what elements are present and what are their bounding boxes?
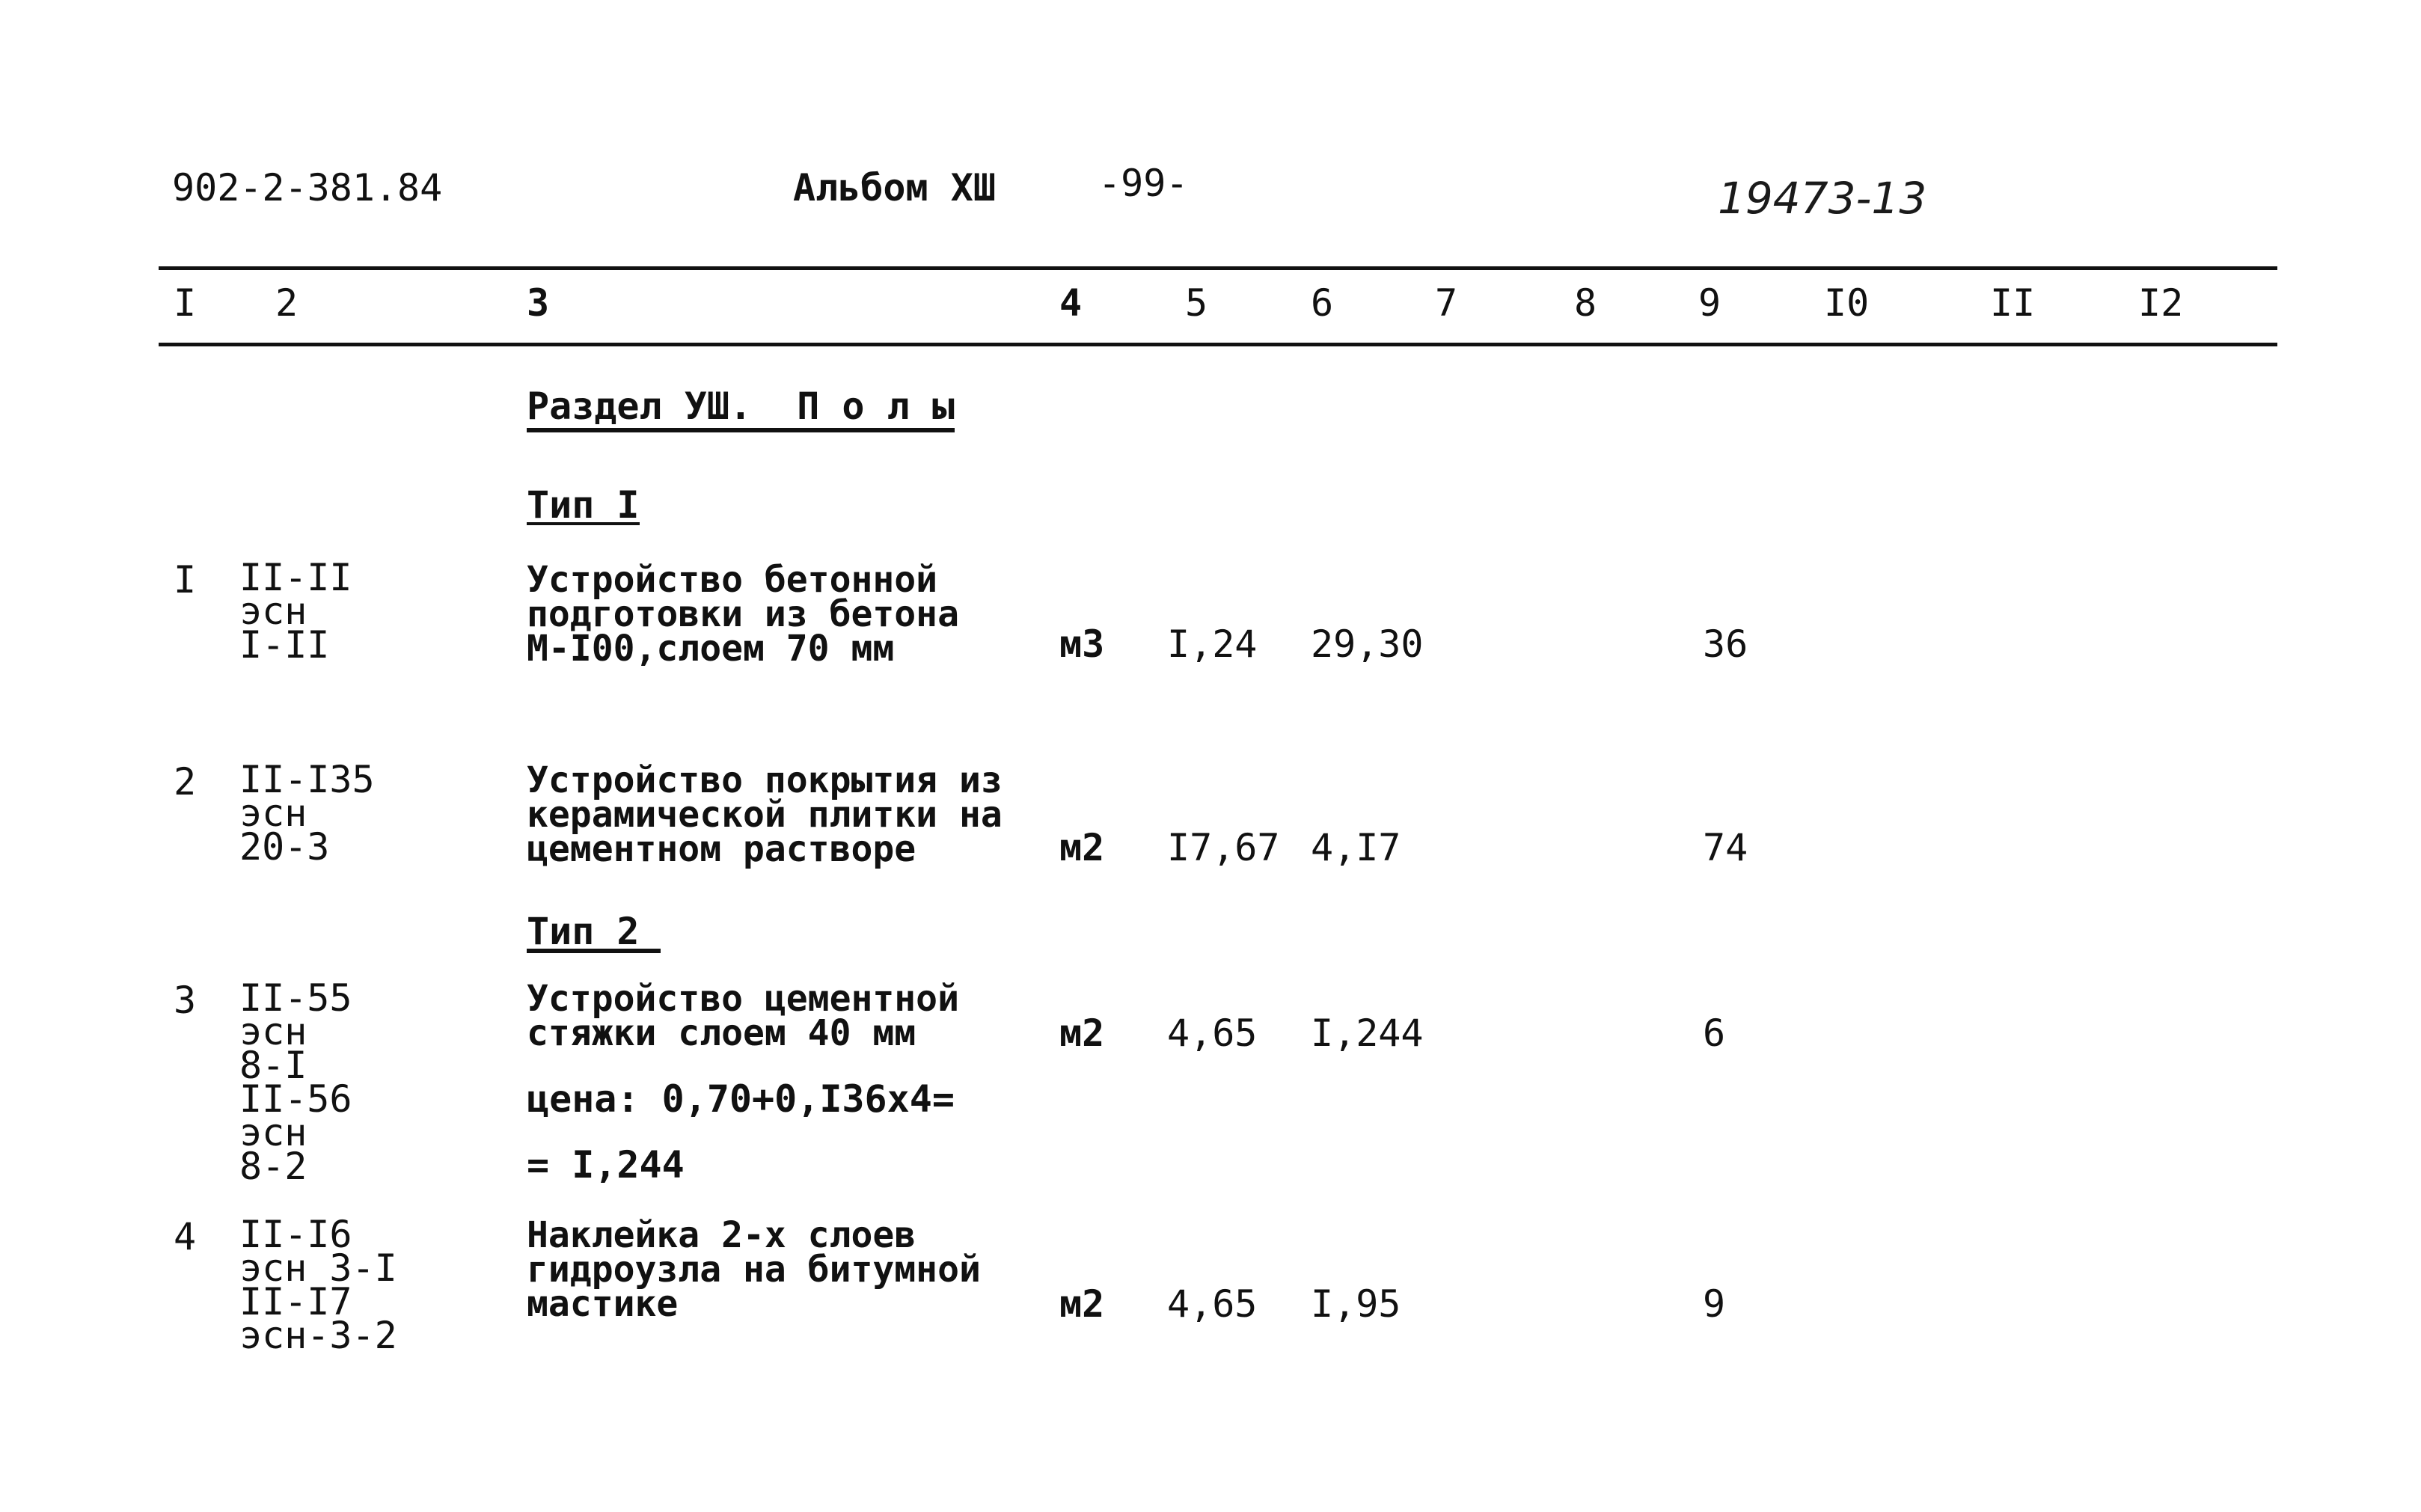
- total-cost: 9: [1703, 1282, 1726, 1326]
- norm-code: эсн: [239, 792, 307, 835]
- description-line: М-I00,слоем 70 мм: [527, 628, 895, 670]
- column-number: I0: [1824, 281, 1870, 325]
- norm-code: эсн: [239, 1111, 307, 1154]
- description-line: стяжки слоем 40 мм: [527, 1012, 916, 1054]
- norm-code: II-I6: [239, 1213, 352, 1256]
- norm-code: эсн 3-I: [239, 1246, 397, 1290]
- column-number: 6: [1311, 281, 1334, 325]
- unit: м2: [1059, 1011, 1105, 1055]
- description-line: мастике: [527, 1283, 679, 1325]
- row-number: 3: [174, 979, 197, 1022]
- norm-codes: [239, 758, 375, 869]
- norm-codes: [239, 1213, 397, 1357]
- norm-code: 8-2: [239, 1145, 307, 1188]
- description-line: керамической плитки на: [527, 794, 1003, 836]
- type-2-label: Тип 2: [527, 914, 661, 953]
- header-top-rule: [159, 266, 2277, 270]
- unit-price: 29,30: [1311, 622, 1424, 666]
- price-result: = I,244: [527, 1143, 685, 1187]
- description-line: Наклейка 2-х слоев: [527, 1214, 916, 1256]
- norm-code: I-II: [239, 623, 330, 667]
- unit: м2: [1059, 826, 1105, 869]
- norm-code: эсн-3-2: [239, 1314, 397, 1357]
- column-number: 4: [1059, 281, 1083, 325]
- quantity: 4,65: [1167, 1282, 1258, 1326]
- column-number: 9: [1698, 281, 1721, 325]
- album-label: Альбом ХШ: [793, 166, 996, 209]
- norm-code: II-55: [239, 976, 352, 1020]
- column-number: 8: [1574, 281, 1597, 325]
- price-formula: цена: 0,70+0,I36x4=: [527, 1077, 955, 1121]
- row-number: 4: [174, 1215, 197, 1258]
- quantity: 4,65: [1167, 1011, 1258, 1055]
- norm-codes: [239, 976, 352, 1188]
- norm-code: эсн: [239, 590, 307, 633]
- total-cost: 6: [1703, 1011, 1726, 1055]
- column-number: I: [174, 281, 197, 325]
- column-number: I2: [2138, 281, 2184, 325]
- section-title: Раздел УШ. П о л ы: [527, 389, 955, 432]
- norm-code: II-I35: [239, 758, 375, 801]
- work-description: [527, 559, 959, 670]
- page-number: -99-: [1098, 162, 1189, 205]
- norm-code: 20-3: [239, 825, 330, 869]
- quantity: I7,67: [1167, 826, 1280, 869]
- work-description: [527, 1214, 981, 1325]
- norm-code: эсн: [239, 1010, 307, 1053]
- handwritten-stamp: 19473-13: [1718, 173, 1927, 224]
- total-cost: 36: [1703, 622, 1748, 666]
- description-line: Устройство бетонной: [527, 559, 938, 601]
- description-line: цементном растворе: [527, 828, 916, 870]
- quantity: I,24: [1167, 622, 1258, 666]
- total-cost: 74: [1703, 826, 1748, 869]
- row-number: I: [174, 558, 197, 602]
- row-number: 2: [174, 760, 197, 804]
- description-line: Устройство покрытия из: [527, 759, 1003, 801]
- type-1-label: Тип I: [527, 483, 640, 527]
- column-number: II: [1990, 281, 2036, 325]
- column-number: 7: [1435, 281, 1458, 325]
- norm-code: II-I7: [239, 1280, 352, 1323]
- description-line: Устройство цементной: [527, 978, 959, 1020]
- description-line: подготовки из бетона: [527, 593, 959, 635]
- work-description: [527, 978, 959, 1054]
- norm-code: II-56: [239, 1077, 352, 1121]
- column-number: 3: [527, 281, 550, 325]
- norm-code: II-II: [239, 556, 352, 599]
- description-line: гидроузла на битумной: [527, 1249, 981, 1291]
- unit: м3: [1059, 622, 1105, 666]
- header-bottom-rule: [159, 343, 2277, 346]
- unit: м2: [1059, 1282, 1105, 1326]
- column-number: 5: [1185, 281, 1208, 325]
- unit-price: 4,I7: [1311, 826, 1401, 869]
- column-number: 2: [275, 281, 299, 325]
- unit-price: I,244: [1311, 1011, 1424, 1055]
- work-description: [527, 759, 1003, 870]
- doc-code: 902-2-381.84: [172, 166, 443, 209]
- norm-code: 8-I: [239, 1044, 307, 1087]
- norm-codes: [239, 556, 352, 667]
- unit-price: I,95: [1311, 1282, 1401, 1326]
